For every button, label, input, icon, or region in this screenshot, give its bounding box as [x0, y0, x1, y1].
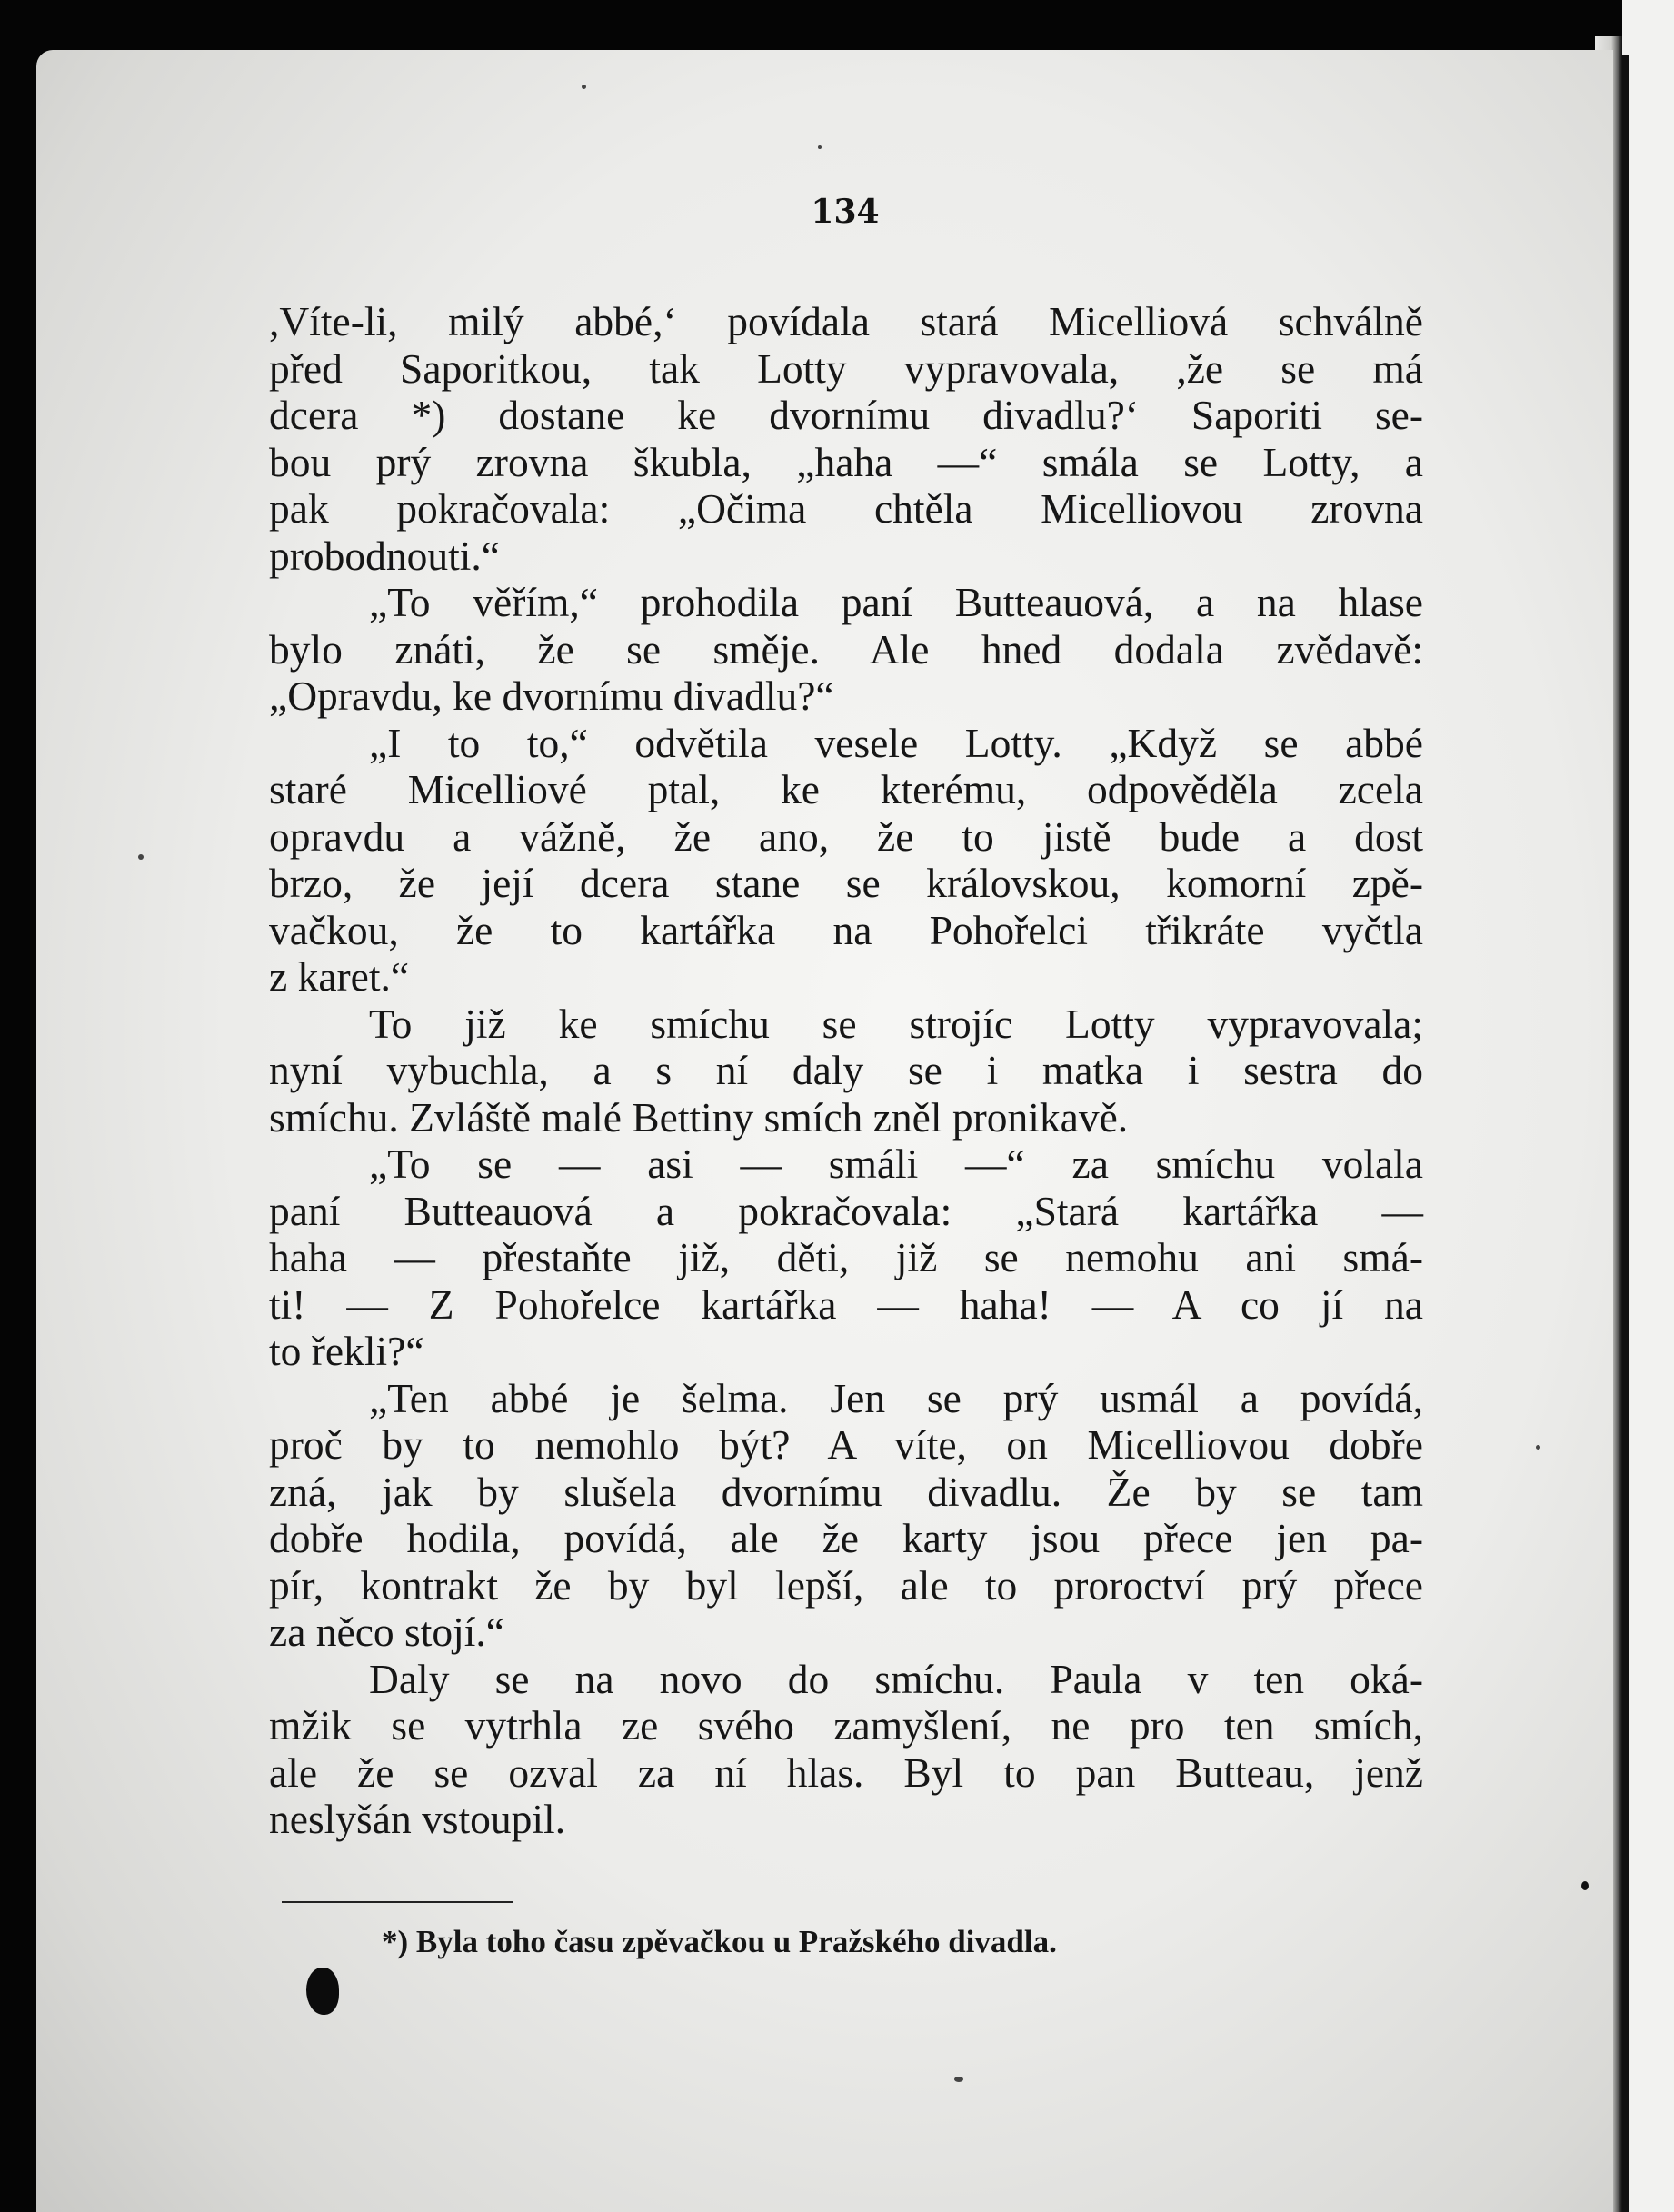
- text-line: smíchu. Zvláště malé Bettiny smích zněl pronikavě.: [269, 1093, 1129, 1141]
- text-line: ti! — Z Pohořelce kartářka — haha! — A co jí na: [269, 1280, 1423, 1328]
- text-line: To již ke smíchu se strojíc Lotty vypravovala;: [369, 1000, 1423, 1047]
- text-line: bylo znáti, že se směje. Ale hned dodala zvědavě:: [269, 625, 1423, 673]
- dust-speck: [818, 145, 822, 149]
- text-line: mžik se vytrhla ze svého zamyšlení, ne pro ten smích,: [269, 1702, 1423, 1749]
- text-line: dcera *) dostane ke dvornímu divadlu?‘ Saporiti se-: [269, 392, 1423, 438]
- text-line: „Opravdu, ke dvornímu divadlu?“: [269, 673, 834, 719]
- dust-speck: [1536, 1445, 1540, 1450]
- text-line: Daly se na novo do smíchu. Paula v ten oká-: [369, 1655, 1423, 1702]
- page-number: 134: [811, 193, 880, 231]
- text-line: za něco stojí.“: [269, 1609, 504, 1655]
- ink-blot: [306, 1968, 339, 2015]
- dust-speck: [138, 854, 144, 860]
- text-line: dobře hodila, povídá, ale že karty jsou přece jen pa-: [269, 1515, 1423, 1561]
- text-line: „To věřím,“ prohodila paní Butteauová, a na hlase: [369, 579, 1423, 625]
- dust-speck: [954, 2077, 963, 2082]
- text-line: probodnouti.“: [269, 532, 501, 579]
- text-line: opravdu a vážně, že ano, že to jistě bude a dost: [269, 812, 1423, 860]
- dust-speck: [582, 85, 586, 89]
- text-line: brzo, že její dcera stane se královskou, komorní zpě-: [269, 860, 1423, 906]
- text-line: nyní vybuchla, a s ní daly se i matka i sestra do: [269, 1047, 1423, 1093]
- binding-shadow: [1622, 55, 1629, 2212]
- text-line: ale že se ozval za ní hlas. Byl to pan Butteau, jenž: [269, 1749, 1423, 1796]
- footnote-rule: [282, 1901, 513, 1903]
- text-line: před Saporitkou, tak Lotty vypravovala, ,že se má: [269, 344, 1423, 392]
- text-line: haha — přestaňte již, děti, již se nemohu ani smá-: [269, 1234, 1423, 1280]
- text-line: „To se — asi — smáli —“ za smíchu volala: [369, 1141, 1423, 1187]
- text-line: to řekli?“: [269, 1328, 424, 1374]
- text-line: vačkou, že to kartářka na Pohořelci třikráte vyčtla: [269, 906, 1423, 953]
- dust-speck: [1581, 1881, 1589, 1890]
- adjacent-page-strip: [1622, 0, 1674, 2212]
- text-line: „I to to,“ odvětila vesele Lotty. „Když se abbé: [369, 719, 1423, 766]
- text-line: neslyšán vstoupil.: [269, 1796, 566, 1842]
- text-line: ,Víte-li, milý abbé,‘ povídala stará Micelliová schválně: [269, 298, 1423, 344]
- text-line: staré Micelliové ptal, ke kterému, odpověděla zcela: [269, 766, 1423, 812]
- text-line: bou prý zrovna škubla, „haha —“ smála se Lotty, a: [269, 438, 1423, 485]
- text-line: proč by to nemohlo být? A víte, on Micelliovou dobře: [269, 1421, 1423, 1468]
- body-text: [269, 298, 1423, 1843]
- footnote: *) Byla toho času zpěvačkou u Pražského divadla.: [382, 1924, 1057, 1959]
- text-line: „Ten abbé je šelma. Jen se prý usmál a povídá,: [369, 1374, 1423, 1421]
- text-line: pír, kontrakt že by byl lepší, ale to proroctví prý přece: [269, 1561, 1423, 1609]
- text-line: zná, jak by slušela dvornímu divadlu. Že by se tam: [269, 1468, 1423, 1515]
- text-line: z karet.“: [269, 953, 410, 1000]
- text-line: paní Butteauová a pokračovala: „Stará kartářka —: [269, 1187, 1423, 1234]
- text-line: pak pokračovala: „Očima chtěla Micelliovou zrovna: [269, 485, 1423, 532]
